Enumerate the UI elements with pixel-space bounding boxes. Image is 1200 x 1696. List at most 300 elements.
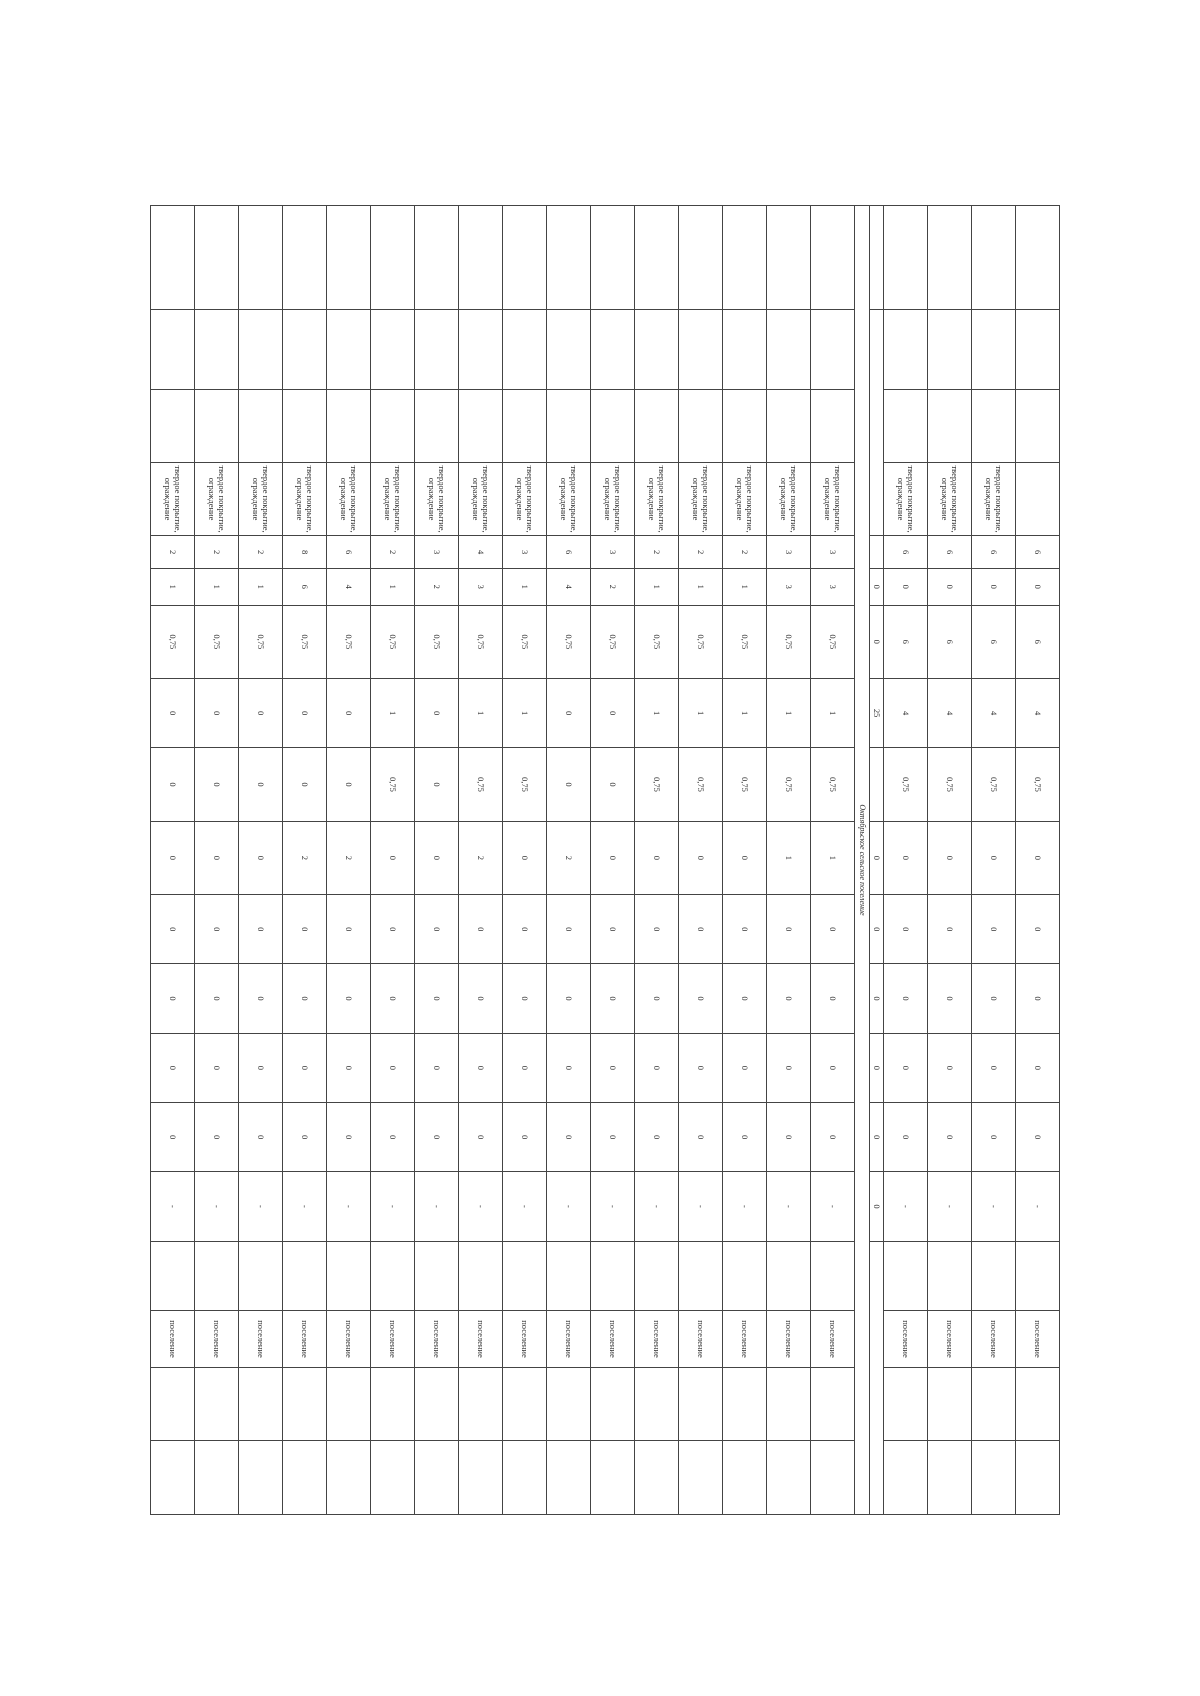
cell-cover: твердое покрытие, ограждение — [767, 462, 811, 535]
cell-n9: 0 — [635, 1033, 679, 1102]
cell-area — [1016, 389, 1060, 462]
cell-address — [415, 206, 459, 310]
cell-cover: твердое покрытие, ограждение — [459, 462, 503, 535]
cell-n9: 0 — [239, 1033, 283, 1102]
table-row — [972, 206, 1016, 1515]
cell-coordinates — [811, 309, 855, 389]
cell-n6: 0 — [371, 821, 415, 894]
cell-houses-a — [415, 1368, 459, 1441]
cell-area — [972, 389, 1016, 462]
cell-houses-b — [371, 1441, 415, 1515]
subtotal-c15: 0 — [870, 1172, 884, 1241]
cell-n11: - — [635, 1172, 679, 1241]
cell-n6: 1 — [811, 821, 855, 894]
cell-n1: 2 — [195, 536, 239, 569]
cell-n2: 3 — [767, 568, 811, 605]
cell-coordinates — [928, 309, 972, 389]
cell-n8: 0 — [327, 964, 371, 1033]
cell-n6: 0 — [723, 821, 767, 894]
cell-n10: 0 — [547, 1103, 591, 1172]
cell-n4: 0 — [283, 678, 327, 747]
cell-houses-b — [635, 1441, 679, 1515]
cell-n4: 1 — [503, 678, 547, 747]
cell-n4: 0 — [239, 678, 283, 747]
cell-n1: 4 — [459, 536, 503, 569]
cell-area — [767, 389, 811, 462]
cell-n5: 0,75 — [723, 748, 767, 821]
cell-n7: 0 — [928, 895, 972, 964]
cell-cover: твердое покрытие, ограждение — [811, 462, 855, 535]
cell-settlement: поселение — [327, 1310, 371, 1367]
cell-n7: 0 — [972, 895, 1016, 964]
subtotal-c13: 0 — [870, 1033, 884, 1102]
cell-area — [547, 389, 591, 462]
cell-n7: 0 — [503, 895, 547, 964]
cell-n9: 0 — [972, 1033, 1016, 1102]
cell-houses-a — [327, 1368, 371, 1441]
cell-coordinates — [459, 309, 503, 389]
cell-n3: 0,75 — [591, 605, 635, 678]
cell-settlement: поселение — [195, 1310, 239, 1367]
cell-houses-a — [195, 1368, 239, 1441]
cell-n4: 0 — [195, 678, 239, 747]
cell-cover: твердое покрытие, ограждение — [723, 462, 767, 535]
cell-address — [767, 206, 811, 310]
cell-settlement: поселение — [151, 1310, 195, 1367]
cell-houses-b — [195, 1441, 239, 1515]
cell-area — [503, 389, 547, 462]
cell-admin — [415, 1241, 459, 1310]
cell-n1: 6 — [547, 536, 591, 569]
subtotal-c11: 0 — [870, 895, 884, 964]
cell-cover: твердое покрытие, ограждение — [371, 462, 415, 535]
cell-n4: 0 — [547, 678, 591, 747]
cell-coordinates — [371, 309, 415, 389]
cell-n11: - — [972, 1172, 1016, 1241]
cell-n10: 0 — [1016, 1103, 1060, 1172]
cell-admin — [195, 1241, 239, 1310]
cell-n4: 4 — [972, 678, 1016, 747]
cell-n6: 0 — [415, 821, 459, 894]
cell-n11: - — [503, 1172, 547, 1241]
cell-n8: 0 — [635, 964, 679, 1033]
cell-cover: твердое покрытие, ограждение — [151, 462, 195, 535]
cell-n11: - — [723, 1172, 767, 1241]
cell-n10: 0 — [723, 1103, 767, 1172]
cell-n5: 0,75 — [767, 748, 811, 821]
cell-n8: 0 — [811, 964, 855, 1033]
cell-n1: 3 — [591, 536, 635, 569]
cell-n2: 1 — [371, 568, 415, 605]
cell-n8: 0 — [459, 964, 503, 1033]
cell-area — [811, 389, 855, 462]
cell-houses-a — [928, 1368, 972, 1441]
cell-n2: 2 — [591, 568, 635, 605]
cell-n5: 0,75 — [635, 748, 679, 821]
cell-n11: - — [459, 1172, 503, 1241]
subtotal-tail — [870, 1241, 884, 1514]
cell-n6: 0 — [239, 821, 283, 894]
subtotal-c14: 0 — [870, 1103, 884, 1172]
cell-area — [723, 389, 767, 462]
cell-n3: 0,75 — [547, 605, 591, 678]
cell-address — [972, 206, 1016, 310]
cell-n5: 0 — [415, 748, 459, 821]
cell-n7: 0 — [884, 895, 928, 964]
cell-n5: 0,75 — [884, 748, 928, 821]
cell-settlement: поселение — [415, 1310, 459, 1367]
cell-n2: 0 — [972, 568, 1016, 605]
cell-n9: 0 — [283, 1033, 327, 1102]
cell-houses-b — [459, 1441, 503, 1515]
cell-n1: 2 — [239, 536, 283, 569]
cell-houses-b — [723, 1441, 767, 1515]
cell-houses-b — [503, 1441, 547, 1515]
table-row — [371, 206, 415, 1515]
cell-cover: твердое покрытие, ограждение — [239, 462, 283, 535]
cell-n3: 6 — [972, 605, 1016, 678]
table-row — [635, 206, 679, 1515]
cell-n9: 0 — [371, 1033, 415, 1102]
cell-n6: 1 — [767, 821, 811, 894]
cell-n9: 0 — [1016, 1033, 1060, 1102]
cell-n9: 0 — [503, 1033, 547, 1102]
cell-n8: 0 — [767, 964, 811, 1033]
cell-area — [635, 389, 679, 462]
cell-n7: 0 — [811, 895, 855, 964]
cell-coordinates — [1016, 309, 1060, 389]
cell-admin — [1016, 1241, 1060, 1310]
cell-n3: 0,75 — [459, 605, 503, 678]
cell-admin — [679, 1241, 723, 1310]
cell-n5: 0,75 — [503, 748, 547, 821]
cell-area — [591, 389, 635, 462]
cell-houses-a — [591, 1368, 635, 1441]
cell-n5: 0 — [591, 748, 635, 821]
cell-n4: 1 — [635, 678, 679, 747]
cell-cover: твердое покрытие, ограждение — [195, 462, 239, 535]
cell-n8: 0 — [591, 964, 635, 1033]
cell-houses-b — [591, 1441, 635, 1515]
table-row — [928, 206, 972, 1515]
cell-admin — [283, 1241, 327, 1310]
cell-n2: 1 — [723, 568, 767, 605]
cell-coordinates — [327, 309, 371, 389]
cell-coordinates — [195, 309, 239, 389]
table-row — [1016, 206, 1060, 1515]
cell-houses-a — [679, 1368, 723, 1441]
cell-admin — [547, 1241, 591, 1310]
table-row — [723, 206, 767, 1515]
cell-houses-a — [151, 1368, 195, 1441]
cell-n8: 0 — [679, 964, 723, 1033]
cell-coordinates — [884, 309, 928, 389]
cell-address — [811, 206, 855, 310]
cell-coordinates — [767, 309, 811, 389]
table-row — [591, 206, 635, 1515]
cell-admin — [151, 1241, 195, 1310]
cell-n6: 2 — [459, 821, 503, 894]
cell-cover: твердое покрытие, ограждение — [591, 462, 635, 535]
cell-n10: 0 — [591, 1103, 635, 1172]
cell-cover: твердое покрытие, ограждение — [327, 462, 371, 535]
cell-admin — [767, 1241, 811, 1310]
cell-area — [327, 389, 371, 462]
cell-houses-a — [503, 1368, 547, 1441]
cell-n7: 0 — [723, 895, 767, 964]
cell-area — [415, 389, 459, 462]
table-row — [811, 206, 855, 1515]
cell-houses-a — [767, 1368, 811, 1441]
cell-n1: 2 — [723, 536, 767, 569]
cell-n1: 6 — [327, 536, 371, 569]
subtotal-c7: 0 — [870, 605, 884, 678]
table-row — [327, 206, 371, 1515]
cell-houses-a — [371, 1368, 415, 1441]
subtotal-c9 — [870, 748, 884, 821]
cell-n7: 0 — [327, 895, 371, 964]
cell-n8: 0 — [972, 964, 1016, 1033]
cell-settlement: поселение — [928, 1310, 972, 1367]
cell-n2: 4 — [327, 568, 371, 605]
cell-n10: 0 — [415, 1103, 459, 1172]
cell-n4: 4 — [1016, 678, 1060, 747]
cell-n3: 0,75 — [415, 605, 459, 678]
cell-n5: 0,75 — [811, 748, 855, 821]
cell-admin — [635, 1241, 679, 1310]
cell-cover: твердое покрытие, ограждение — [283, 462, 327, 535]
cell-n5: 0 — [151, 748, 195, 821]
cell-n7: 0 — [415, 895, 459, 964]
cell-settlement: поселение — [283, 1310, 327, 1367]
cell-n3: 6 — [928, 605, 972, 678]
cell-admin — [459, 1241, 503, 1310]
cell-n11: - — [928, 1172, 972, 1241]
cell-admin — [327, 1241, 371, 1310]
cell-houses-a — [635, 1368, 679, 1441]
cell-n5: 0,75 — [679, 748, 723, 821]
rotated-table-wrapper — [110, 205, 1060, 1515]
cell-n7: 0 — [679, 895, 723, 964]
table-row — [547, 206, 591, 1515]
cell-admin — [928, 1241, 972, 1310]
cell-admin — [723, 1241, 767, 1310]
table-row — [884, 206, 928, 1515]
cell-settlement: поселение — [371, 1310, 415, 1367]
table-row — [239, 206, 283, 1515]
cell-coordinates — [283, 309, 327, 389]
cell-n3: 0,75 — [239, 605, 283, 678]
cell-n1: 3 — [811, 536, 855, 569]
cell-coordinates — [151, 309, 195, 389]
cell-n3: 0,75 — [371, 605, 415, 678]
cell-n2: 1 — [239, 568, 283, 605]
cell-settlement: поселение — [239, 1310, 283, 1367]
cell-n9: 0 — [679, 1033, 723, 1102]
cell-n9: 0 — [459, 1033, 503, 1102]
cell-n3: 0,75 — [283, 605, 327, 678]
cell-address — [327, 206, 371, 310]
table-row — [767, 206, 811, 1515]
cell-coordinates — [239, 309, 283, 389]
registry-table — [150, 205, 1060, 1515]
cell-n7: 0 — [239, 895, 283, 964]
cell-n10: 0 — [327, 1103, 371, 1172]
cell-cover — [1016, 462, 1060, 535]
cell-area — [151, 389, 195, 462]
cell-n6: 0 — [972, 821, 1016, 894]
cell-n1: 6 — [884, 536, 928, 569]
cell-cover: твердое покрытие, ограждение — [635, 462, 679, 535]
cell-n3: 6 — [884, 605, 928, 678]
cell-n4: 1 — [723, 678, 767, 747]
cell-n4: 0 — [591, 678, 635, 747]
cell-n4: 1 — [767, 678, 811, 747]
cell-admin — [884, 1241, 928, 1310]
cell-coordinates — [503, 309, 547, 389]
cell-admin — [371, 1241, 415, 1310]
cell-address — [679, 206, 723, 310]
cell-n11: - — [679, 1172, 723, 1241]
table-row — [283, 206, 327, 1515]
cell-n11: - — [591, 1172, 635, 1241]
cell-houses-a — [1016, 1368, 1060, 1441]
cell-n9: 0 — [415, 1033, 459, 1102]
cell-coordinates — [679, 309, 723, 389]
cell-n9: 0 — [327, 1033, 371, 1102]
cell-n11: - — [371, 1172, 415, 1241]
cell-n11: - — [547, 1172, 591, 1241]
cell-n5: 0,75 — [972, 748, 1016, 821]
cell-n10: 0 — [195, 1103, 239, 1172]
cell-n6: 0 — [928, 821, 972, 894]
cell-n11: - — [1016, 1172, 1060, 1241]
cell-n9: 0 — [547, 1033, 591, 1102]
cell-n11: - — [811, 1172, 855, 1241]
cell-address — [1016, 206, 1060, 310]
cell-admin — [239, 1241, 283, 1310]
cell-settlement: поселение — [547, 1310, 591, 1367]
cell-n10: 0 — [151, 1103, 195, 1172]
cell-settlement: поселение — [972, 1310, 1016, 1367]
cell-address — [195, 206, 239, 310]
table-row — [151, 206, 195, 1515]
cell-address — [283, 206, 327, 310]
cell-n2: 1 — [679, 568, 723, 605]
cell-n3: 0,75 — [635, 605, 679, 678]
cell-n5: 0 — [327, 748, 371, 821]
cell-houses-b — [283, 1441, 327, 1515]
cell-n8: 0 — [195, 964, 239, 1033]
cell-n5: 0 — [195, 748, 239, 821]
cell-n2: 3 — [459, 568, 503, 605]
cell-n6: 0 — [195, 821, 239, 894]
cell-n6: 0 — [151, 821, 195, 894]
cell-n8: 0 — [371, 964, 415, 1033]
cell-n6: 0 — [591, 821, 635, 894]
cell-houses-b — [547, 1441, 591, 1515]
cell-coordinates — [723, 309, 767, 389]
cell-n8: 0 — [884, 964, 928, 1033]
cell-address — [635, 206, 679, 310]
cell-n3: 0,75 — [767, 605, 811, 678]
table-row — [195, 206, 239, 1515]
subtotal-row — [870, 206, 884, 1515]
cell-houses-b — [767, 1441, 811, 1515]
cell-n10: 0 — [811, 1103, 855, 1172]
cell-n9: 0 — [151, 1033, 195, 1102]
cell-n11: - — [767, 1172, 811, 1241]
cell-coordinates — [972, 309, 1016, 389]
cell-n2: 1 — [151, 568, 195, 605]
cell-address — [151, 206, 195, 310]
cell-n3: 0,75 — [723, 605, 767, 678]
cell-n2: 0 — [1016, 568, 1060, 605]
cell-n8: 0 — [415, 964, 459, 1033]
cell-settlement: поселение — [767, 1310, 811, 1367]
cell-n11: - — [239, 1172, 283, 1241]
cell-houses-b — [972, 1441, 1016, 1515]
cell-n4: 1 — [371, 678, 415, 747]
cell-houses-b — [884, 1441, 928, 1515]
cell-n9: 0 — [723, 1033, 767, 1102]
cell-n5: 0,75 — [459, 748, 503, 821]
cell-n10: 0 — [767, 1103, 811, 1172]
cell-n11: - — [884, 1172, 928, 1241]
cell-n8: 0 — [239, 964, 283, 1033]
cell-n6: 0 — [679, 821, 723, 894]
cell-n11: - — [327, 1172, 371, 1241]
cell-n11: - — [195, 1172, 239, 1241]
cell-n4: 1 — [459, 678, 503, 747]
table-body — [151, 206, 1060, 1515]
cell-n10: 0 — [884, 1103, 928, 1172]
subtotal-c6: 0 — [870, 568, 884, 605]
cell-n4: 0 — [415, 678, 459, 747]
cell-n5: 0,75 — [371, 748, 415, 821]
cell-n11: - — [415, 1172, 459, 1241]
cell-settlement: поселение — [591, 1310, 635, 1367]
cell-n5: 0 — [283, 748, 327, 821]
cell-n6: 0 — [503, 821, 547, 894]
table-row — [415, 206, 459, 1515]
cell-n9: 0 — [884, 1033, 928, 1102]
cell-n7: 0 — [1016, 895, 1060, 964]
cell-houses-a — [723, 1368, 767, 1441]
cell-cover: твердое покрытие, ограждение — [884, 462, 928, 535]
cell-n7: 0 — [591, 895, 635, 964]
cell-n1: 3 — [415, 536, 459, 569]
cell-n8: 0 — [723, 964, 767, 1033]
cell-area — [283, 389, 327, 462]
cell-n3: 0,75 — [503, 605, 547, 678]
cell-coordinates — [635, 309, 679, 389]
cell-houses-b — [811, 1441, 855, 1515]
cell-n3: 0,75 — [151, 605, 195, 678]
cell-n7: 0 — [547, 895, 591, 964]
table-row — [459, 206, 503, 1515]
cell-n9: 0 — [767, 1033, 811, 1102]
cell-address — [547, 206, 591, 310]
cell-n10: 0 — [239, 1103, 283, 1172]
cell-n6: 2 — [283, 821, 327, 894]
cell-n8: 0 — [151, 964, 195, 1033]
cell-houses-b — [679, 1441, 723, 1515]
cell-n9: 0 — [928, 1033, 972, 1102]
cell-settlement: поселение — [884, 1310, 928, 1367]
subtotal-c10: 0 — [870, 821, 884, 894]
cell-settlement: поселение — [679, 1310, 723, 1367]
